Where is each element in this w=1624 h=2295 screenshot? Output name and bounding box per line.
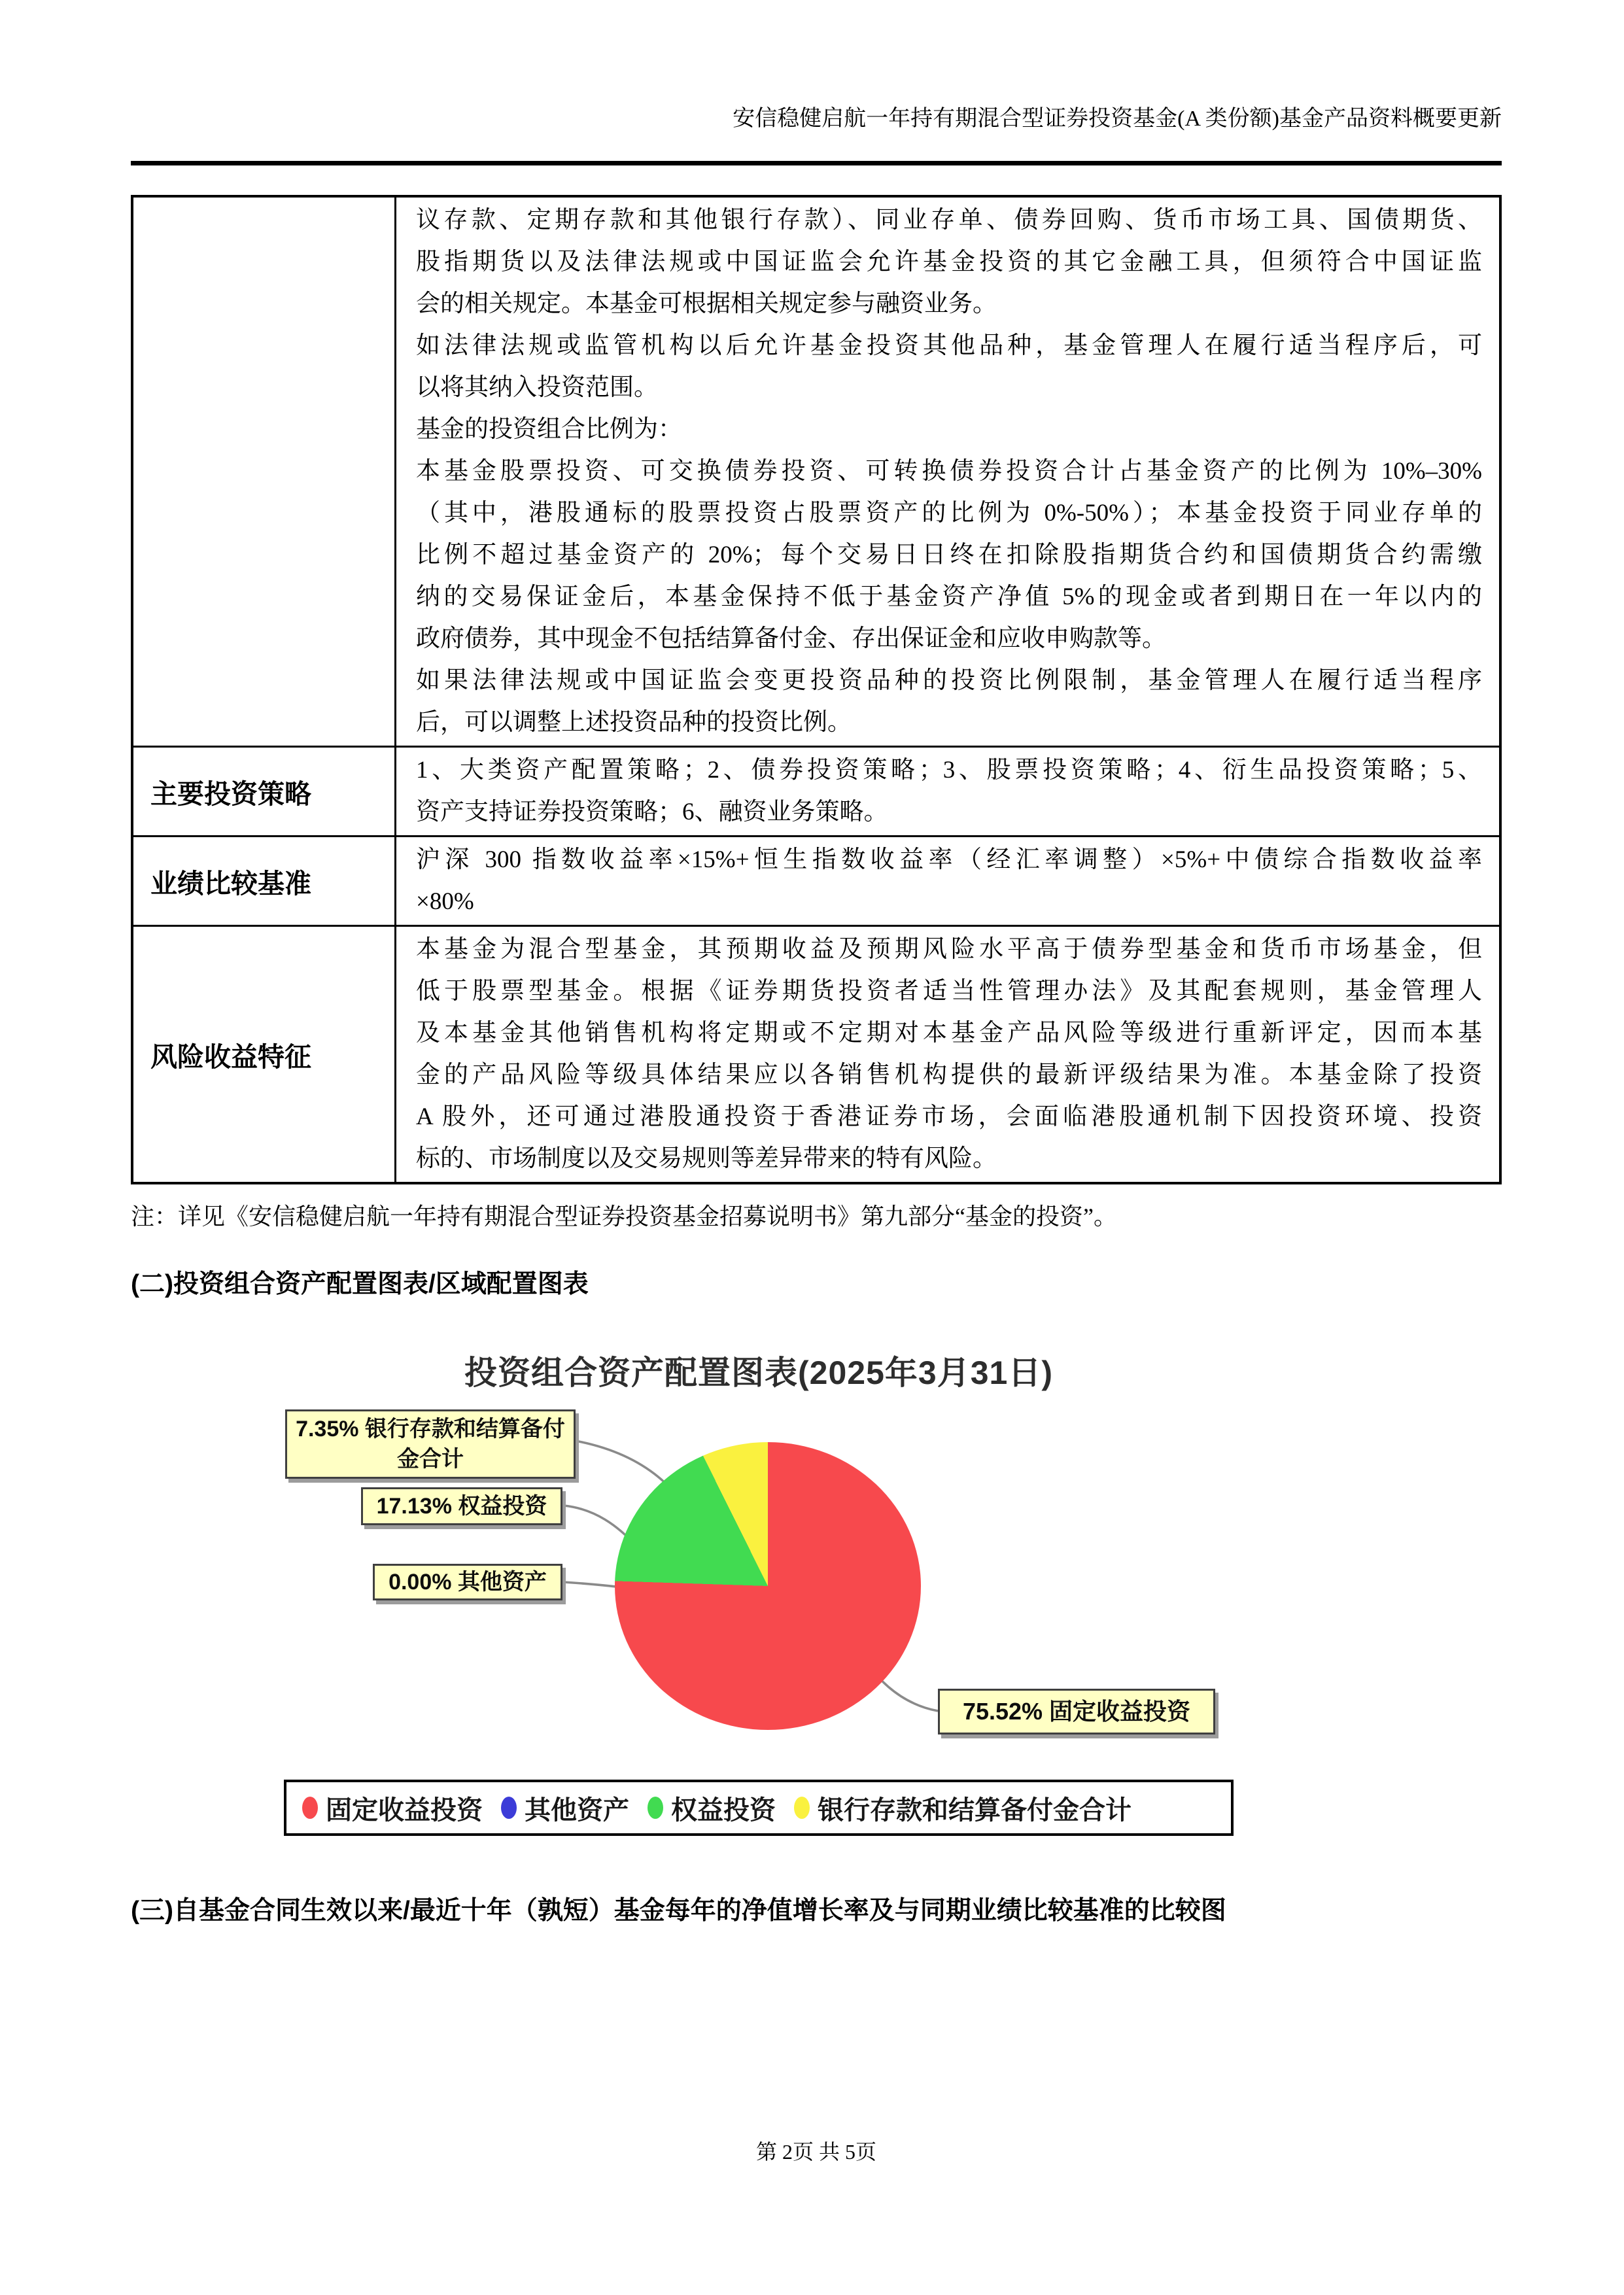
row-label-empty xyxy=(132,196,396,747)
legend-marker-fixed-income xyxy=(302,1797,318,1819)
callout-equity: 17.13% 权益投资 xyxy=(361,1487,562,1525)
row-label-benchmark: 业绩比较基准 xyxy=(132,837,396,926)
risk-return-cell xyxy=(396,926,1501,1184)
text-line: 沪深 300 指数收益率×15%+恒生指数收益率（经汇率调整）×5%+中债综合指数收益率 xyxy=(416,846,1482,873)
page-number: 第 2页 共 5页 xyxy=(755,2140,876,2164)
section-heading-2: (二)投资组合资产配置图表/区域配置图表 xyxy=(131,1270,589,1298)
header-divider xyxy=(131,161,1502,165)
legend-item xyxy=(501,1789,629,1827)
benchmark-cell xyxy=(396,837,1501,926)
table-row xyxy=(132,926,1500,1184)
text-line: ×80% xyxy=(416,888,474,915)
legend-item xyxy=(648,1789,776,1827)
legend-label: 固定收益投资 xyxy=(326,1795,483,1825)
table-row xyxy=(132,196,1500,747)
document-page xyxy=(131,0,1502,2166)
text-line: 议存款、定期存款和其他银行存款）、同业存单、债券回购、货币市场工具、国债期货、 xyxy=(416,207,1482,233)
legend-marker-equity xyxy=(648,1797,663,1819)
callout-fixed-income: 75.52% 固定收益投资 xyxy=(938,1689,1215,1734)
text-line: 纳的交易保证金后，本基金保持不低于基金资产净值 5%的现金或者到期日在一年以内的 xyxy=(416,583,1482,610)
text-line: （其中，港股通标的股票投资占股票资产的比例为 0%-50%）；本基金投资于同业存单的 xyxy=(416,500,1482,526)
callout-other-assets: 0.00% 其他资产 xyxy=(373,1564,562,1600)
row-label-risk-return: 风险收益特征 xyxy=(132,926,396,1184)
text-line: 基金的投资组合比例为： xyxy=(416,416,682,443)
text-line: 会的相关规定。本基金可根据相关规定参与融资业务。 xyxy=(416,290,997,317)
row-label-investment-strategy: 主要投资策略 xyxy=(132,747,396,837)
text-line: 股指期货以及法律法规或中国证监会允许基金投资的其它金融工具，但须符合中国证监 xyxy=(416,249,1482,275)
legend-item xyxy=(302,1789,483,1827)
text-line: 本基金股票投资、可交换债券投资、可转换债券投资合计占基金资产的比例为 10%–30% xyxy=(416,458,1482,485)
page-header-title: 安信稳健启航一年持有期混合型证券投资基金(A 类份额)基金产品资料概要更新 xyxy=(733,107,1502,131)
asset-allocation-pie-chart xyxy=(281,1337,1236,1836)
text-line: A 股外，还可通过港股通投资于香港证券市场，会面临港股通机制下因投资环境、投资 xyxy=(416,1103,1482,1130)
chart-legend xyxy=(284,1780,1234,1836)
text-line: 及本基金其他销售机构将定期或不定期对本基金产品风险等级进行重新评定，因而本基 xyxy=(416,1020,1482,1046)
legend-label: 权益投资 xyxy=(671,1795,776,1825)
text-line: 以将其纳入投资范围。 xyxy=(416,374,658,401)
text-line: 1、大类资产配置策略；2、债券投资策略；3、股票投资策略；4、衍生品投资策略；5、 xyxy=(416,757,1482,784)
investment-strategy-cell xyxy=(396,747,1501,837)
legend-marker-bank-deposits xyxy=(794,1797,810,1819)
text-line: 政府债券，其中现金不包括结算备付金、存出保证金和应收申购款等。 xyxy=(416,625,1166,652)
pie xyxy=(615,1442,921,1730)
fund-info-table xyxy=(131,195,1502,1184)
leader-line xyxy=(564,1582,621,1587)
text-line: 如果法律法规或中国证监会变更投资品种的投资比例限制，基金管理人在履行适当程序 xyxy=(416,667,1482,694)
legend-item xyxy=(794,1789,1132,1827)
text-line: 资产支持证券投资策略；6、融资业务策略。 xyxy=(416,799,888,825)
table-row xyxy=(132,837,1500,926)
text-line: 低于股票型基金。根据《证券期货投资者适当性管理办法》及其配套规则，基金管理人 xyxy=(416,978,1482,1005)
text-line: 后，可以调整上述投资品种的投资比例。 xyxy=(416,709,852,736)
chart-title: 投资组合资产配置图表(2025年3月31日) xyxy=(464,1355,1053,1391)
text-line: 如法律法规或监管机构以后允许基金投资其他品种，基金管理人在履行适当程序后，可 xyxy=(416,332,1482,359)
legend-marker-other-assets xyxy=(501,1797,517,1819)
legend-label: 银行存款和结算备付金合计 xyxy=(818,1795,1132,1825)
investment-scope-cell xyxy=(396,196,1501,747)
legend-label: 其他资产 xyxy=(525,1795,629,1825)
footnote: 注：详见《安信稳健启航一年持有期混合型证券投资基金招募说明书》第九部分“基金的投资”。 xyxy=(131,1203,1117,1230)
text-line: 比例不超过基金资产的 20%；每个交易日日终在扣除股指期货合约和国债期货合约需缴 xyxy=(416,542,1482,568)
callout-bank-deposits: 7.35% 银行存款和结算备付金合计 xyxy=(285,1409,576,1479)
table-row xyxy=(132,747,1500,837)
text-line: 标的、市场制度以及交易规则等差异带来的特有风险。 xyxy=(416,1145,997,1172)
text-line: 金的产品风险等级具体结果应以各销售机构提供的最新评级结果为准。本基金除了投资 xyxy=(416,1061,1482,1088)
section-heading-3: (三)自基金合同生效以来/最近十年（孰短）基金每年的净值增长率及与同期业绩比较基准的比较图 xyxy=(131,1897,1226,1925)
text-line: 本基金为混合型基金，其预期收益及预期风险水平高于债券型基金和货币市场基金，但 xyxy=(416,936,1482,963)
